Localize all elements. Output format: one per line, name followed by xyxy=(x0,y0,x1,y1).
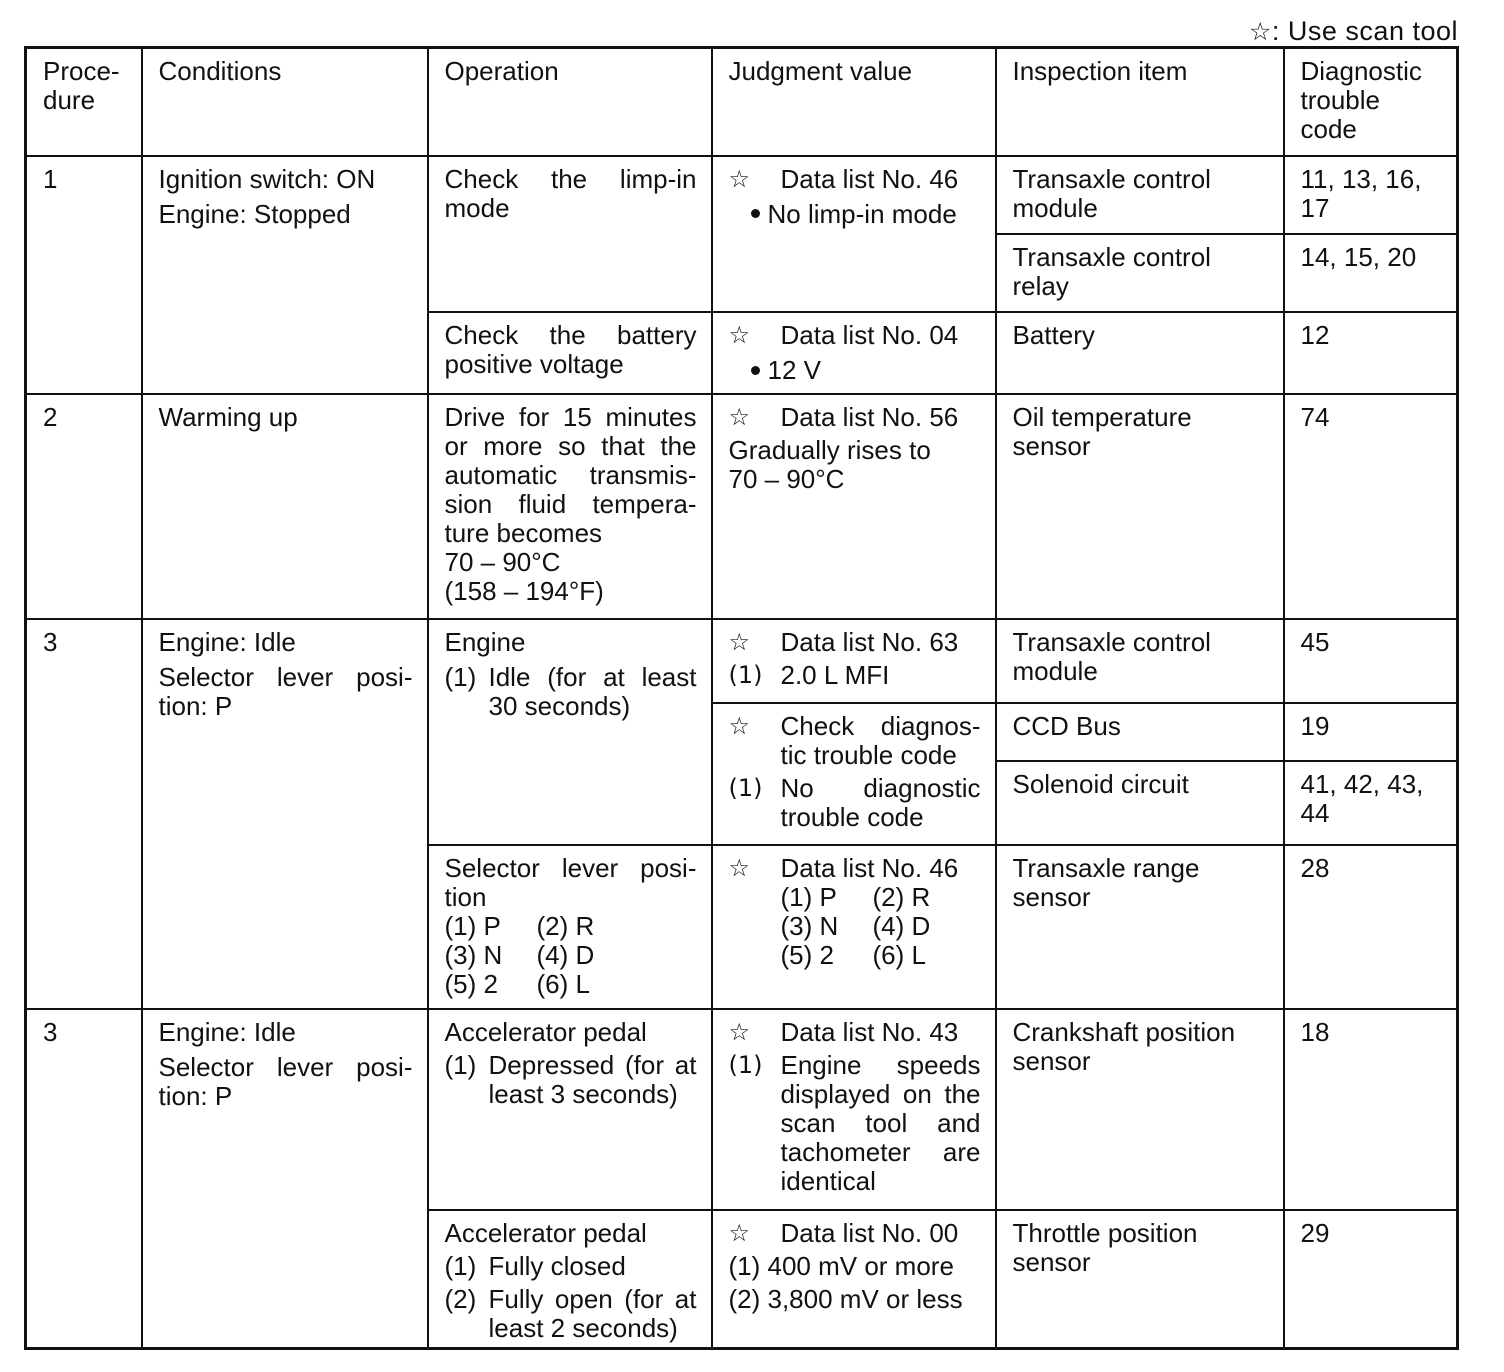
header-operation: Operation xyxy=(428,48,712,156)
inspection-cell: Battery xyxy=(996,312,1284,394)
dtc-cell: 29 xyxy=(1284,1210,1458,1349)
header-inspection: Inspection item xyxy=(996,48,1284,156)
judgment-cell: ☆ Data list No. 63 (1) 2.0 L MFI xyxy=(712,619,996,703)
operation-cell: Check the limp-in mode xyxy=(428,156,712,312)
header-dtc: Diagnostic trouble code xyxy=(1284,48,1458,156)
conditions-cell: Warming up xyxy=(142,394,428,618)
operation-cell: Accelerator pedal (1) Fully closed (2) Fully open (for at least 2 seconds) xyxy=(428,1210,712,1349)
operation-cell: Selector lever posi- tion (1) P (2) R (3) N (4) D (5) 2 (6) L xyxy=(428,845,712,1009)
dtc-cell: 18 xyxy=(1284,1009,1458,1209)
conditions-cell: Engine: Idle Selector lever posi- tion: P xyxy=(142,619,428,1010)
star-icon: ☆ xyxy=(728,403,751,432)
judgment-cell: ☆ Data list No. 46 No limp-in mode xyxy=(712,156,996,312)
inspection-cell: Throttle position sensor xyxy=(996,1210,1284,1349)
table-row xyxy=(26,1009,1458,1209)
bullet-icon xyxy=(751,366,760,375)
table-row xyxy=(26,619,1458,703)
procedure-cell: 2 xyxy=(26,394,142,618)
star-icon: ☆ xyxy=(728,1218,751,1247)
inspection-cell: Oil temperature sensor xyxy=(996,394,1284,618)
dtc-cell: 28 xyxy=(1284,845,1458,1009)
dtc-cell: 14, 15, 20 xyxy=(1284,234,1458,312)
star-icon: ☆ xyxy=(1248,17,1272,46)
judgment-cell: ☆ Data list No. 46 (1) P (2) R (3) N (4) D (5) 2 (6) L xyxy=(712,845,996,1009)
procedure-cell: 1 xyxy=(26,156,142,394)
procedure-cell: 3 xyxy=(26,619,142,1010)
judgment-cell: ☆ Data list No. 00 (1) 400 mV or more (2) 3,800 mV or less xyxy=(712,1210,996,1349)
bullet-icon xyxy=(751,209,760,218)
inspection-cell: Transaxle control module xyxy=(996,619,1284,703)
diagnostic-table xyxy=(24,46,1459,1350)
operation-cell: Drive for 15 minutes or more so that the automatic transmis- sion fluid tempera- ture becomes 70 – 90°C (158 – 194°F) xyxy=(428,394,712,618)
operation-cell: Accelerator pedal (1) Depressed (for at least 3 seconds) xyxy=(428,1009,712,1209)
star-icon: ☆ xyxy=(728,320,751,349)
table-row xyxy=(26,156,1458,234)
inspection-cell: Solenoid circuit xyxy=(996,761,1284,845)
dtc-cell: 45 xyxy=(1284,619,1458,703)
header-judgment: Judgment value xyxy=(712,48,996,156)
operation-cell: Engine (1) Idle (for at least 30 seconds) xyxy=(428,619,712,845)
inspection-cell: Transaxle control relay xyxy=(996,234,1284,312)
dtc-cell: 19 xyxy=(1284,703,1458,761)
header-conditions: Conditions xyxy=(142,48,428,156)
inspection-cell: Transaxle range sensor xyxy=(996,845,1284,1009)
operation-cell: Check the battery positive voltage xyxy=(428,312,712,394)
legend-text: : Use scan tool xyxy=(1271,16,1458,46)
star-icon: ☆ xyxy=(728,1018,751,1047)
judgment-cell: ☆ Data list No. 43 (1) Engine speeds displayed on the scan tool and tachometer are identical xyxy=(712,1009,996,1209)
legend xyxy=(1249,16,1458,47)
dtc-cell: 12 xyxy=(1284,312,1458,394)
star-icon: ☆ xyxy=(728,711,751,740)
header-procedure: Proce- dure xyxy=(26,48,142,156)
dtc-cell: 74 xyxy=(1284,394,1458,618)
conditions-cell: Ignition switch: ON Engine: Stopped xyxy=(142,156,428,394)
header-row xyxy=(26,48,1458,156)
inspection-cell: Transaxle control module xyxy=(996,156,1284,234)
judgment-cell: ☆ Data list No. 04 12 V xyxy=(712,312,996,394)
dtc-cell: 11, 13, 16, 17 xyxy=(1284,156,1458,234)
inspection-cell: Crankshaft position sensor xyxy=(996,1009,1284,1209)
judgment-cell: ☆ Check diagnos- tic trouble code (1) No diagnostic trouble code xyxy=(712,703,996,845)
procedure-cell: 3 xyxy=(26,1009,142,1348)
table-row xyxy=(26,394,1458,618)
star-icon: ☆ xyxy=(728,164,751,193)
dtc-cell: 41, 42, 43, 44 xyxy=(1284,761,1458,845)
star-icon: ☆ xyxy=(728,853,751,882)
judgment-cell: ☆ Data list No. 56 Gradually rises to 70 – 90°C xyxy=(712,394,996,618)
inspection-cell: CCD Bus xyxy=(996,703,1284,761)
star-icon: ☆ xyxy=(728,627,751,656)
conditions-cell: Engine: Idle Selector lever posi- tion: P xyxy=(142,1009,428,1348)
